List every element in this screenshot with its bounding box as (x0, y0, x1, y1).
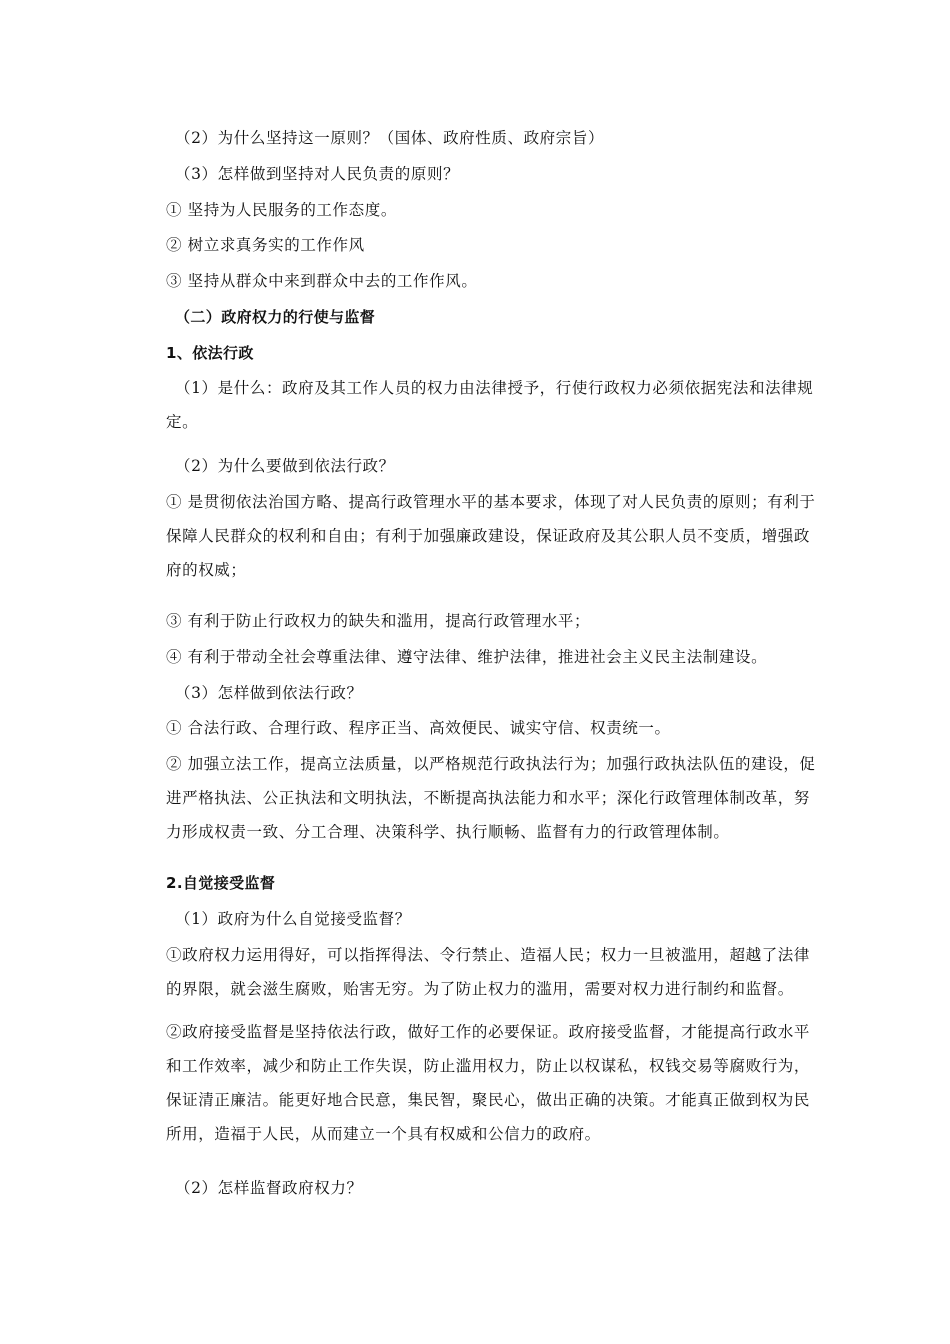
paragraph-how-supervise: （2）怎样监督政府权力？ (175, 1179, 363, 1197)
paragraph-why-law-based: （2）为什么要做到依法行政？ (175, 457, 395, 475)
paragraph-how-principle: （3）怎样做到坚持对人民负责的原则？ (175, 165, 460, 183)
paragraph-supervision-reason-1: ①政府权力运用得好，可以指挥得法、令行禁止、造福人民；权力一旦被滥用，超越了法律的界限，就会滋生腐败，贻害无穷。为了防止权力的滥用，需要对权力进行制约和监督。 (166, 946, 811, 998)
paragraph-law-based-reason-4: ④ 有利于带动全社会尊重法律、遵守法律、维护法律，推进社会主义民主法制建设。 (166, 648, 768, 666)
paragraph-law-based-reason-1: ① 是贯彻依法治国方略、提高行政管理水平的基本要求，体现了对人民负责的原则；有利于保障人民群众的权利和自由；有利于加强廉政建设，保证政府及其公职人员不变质，增强政府的权威； (166, 493, 816, 579)
paragraph-pragmatic-style: ② 树立求真务实的工作作风 (166, 236, 365, 254)
paragraph-why-principle: （2）为什么坚持这一原则？（国体、政府性质、政府宗旨） (175, 129, 605, 147)
paragraph-law-based-reason-3: ③ 有利于防止行政权力的缺失和滥用，提高行政管理水平； (166, 612, 591, 630)
subheading-law-based-administration: 1、依法行政 (166, 344, 254, 362)
subheading-accept-supervision: 2.自觉接受监督 (166, 874, 276, 892)
paragraph-why-accept-supervision: （1）政府为什么自觉接受监督？ (175, 910, 411, 928)
section-heading-power-supervision: （二）政府权力的行使与监督 (175, 308, 376, 326)
paragraph-law-based-method-1: ① 合法行政、合理行政、程序正当、高效便民、诚实守信、权责统一。 (166, 719, 671, 737)
paragraph-law-based-method-2: ② 加强立法工作，提高立法质量，以严格规范行政执法行为；加强行政执法队伍的建设，促进严格执法、公正执法和文明执法，不断提高执法能力和水平；深化行政管理体制改革，努力形成权责一致、分工合理、决策科学、执行顺畅、监督有力的行政管理体制。 (166, 755, 816, 841)
paragraph-service-attitude: ① 坚持为人民服务的工作态度。 (166, 201, 397, 219)
paragraph-mass-line: ③ 坚持从群众中来到群众中去的工作作风。 (166, 272, 478, 290)
paragraph-supervision-reason-2: ②政府接受监督是坚持依法行政，做好工作的必要保证。政府接受监督，才能提高行政水平和工作效率，减少和防止工作失误，防止滥用权力，防止以权谋私，权钱交易等腐败行为，保证清正廉洁。能更好地合民意，集民智，聚民心，做出正确的决策。才能真正做到权为民所用，造福于人民，从而建立一个具有权威和公信力的政府。 (166, 1023, 811, 1143)
paragraph-how-law-based: （3）怎样做到依法行政？ (175, 684, 363, 702)
paragraph-what-is-law-based: （1）是什么：政府及其工作人员的权力由法律授予，行使行政权力必须依据宪法和法律规定。 (166, 379, 814, 431)
